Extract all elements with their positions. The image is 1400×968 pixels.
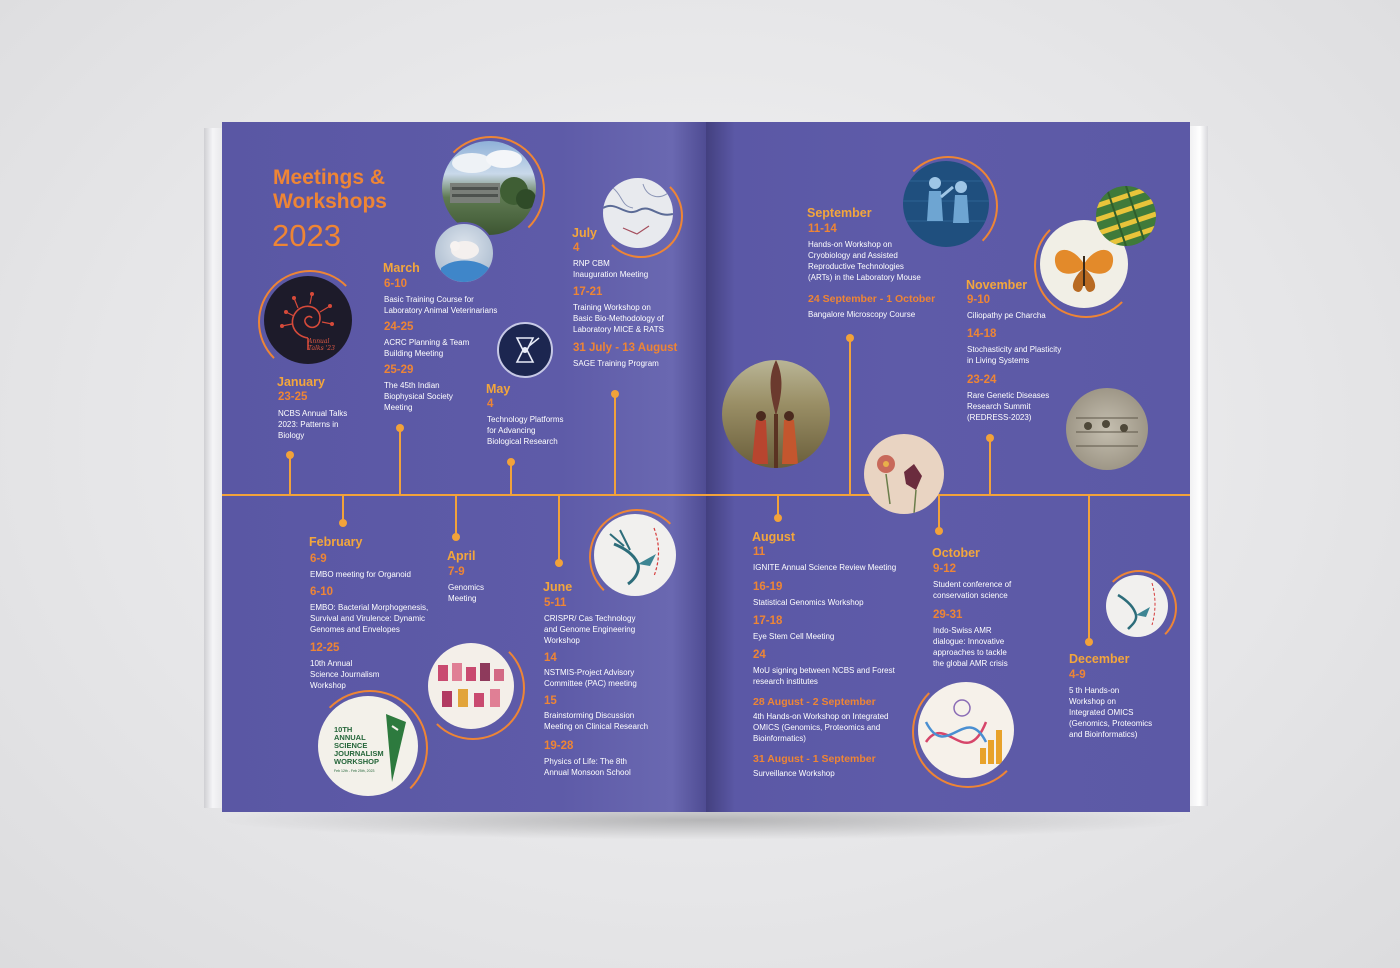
month-october: October	[932, 546, 980, 560]
april-event	[448, 582, 484, 604]
march-event-line: Biophysical Society	[384, 392, 453, 401]
january-event-line: 2023: Patterns in	[278, 420, 339, 429]
september-event-1	[808, 239, 921, 283]
march-event-line: Basic Training Course for	[384, 295, 474, 304]
august-event-line: Statistical Genomics Workshop	[753, 598, 864, 607]
journalism-line1: 10TH	[334, 725, 353, 734]
june-event-2	[544, 667, 637, 689]
stem-november	[989, 438, 991, 495]
april-event-line: Genomics	[448, 583, 485, 592]
crowd-illustration-image	[428, 643, 514, 729]
february-event-3	[310, 658, 379, 691]
june-event-3	[544, 710, 648, 732]
journalism-line5: WORKSHOP	[334, 757, 379, 766]
may-event-line: Biological Research	[487, 437, 558, 446]
historic-sketch-image	[1066, 388, 1148, 470]
month-july: July	[572, 226, 598, 240]
november-event-3	[967, 390, 1049, 423]
stem-october	[938, 495, 940, 530]
dna-illustration-image	[918, 682, 1014, 778]
october-event-line: Student conference of	[933, 580, 1012, 589]
june-event-1	[544, 613, 635, 646]
march-date-3: 25-29	[384, 364, 414, 376]
december-event-line: Integrated OMICS	[1069, 708, 1134, 717]
august-event-line: IGNITE Annual Science Review Meeting	[753, 563, 897, 572]
month-june: June	[543, 580, 573, 594]
february-event-line: Genomes and Envelopes	[310, 625, 400, 634]
february-event-1	[310, 569, 411, 580]
september-event-line: Cryobiology and Assisted	[808, 251, 898, 260]
april-event-line: Meeting	[448, 594, 477, 603]
june-event-line: Committee (PAC) meeting	[544, 679, 637, 688]
month-november: November	[966, 278, 1028, 292]
november-event-line: Stochasticity and Plasticity	[967, 345, 1062, 354]
painting-image	[722, 360, 830, 468]
march-event-line: ACRC Planning & Team	[384, 338, 470, 347]
december-event-line: Workshop on	[1069, 697, 1116, 706]
march-event-1	[384, 294, 497, 316]
month-april: April	[447, 549, 476, 563]
journalism-line3: SCIENCE	[334, 741, 368, 750]
stem-may	[510, 463, 512, 495]
june-event-line: NSTMIS-Project Advisory	[544, 668, 635, 677]
journalism-line4: JOURNALISM	[334, 749, 384, 758]
july-date-3: 31 July - 13 August	[573, 342, 678, 354]
november-event-line: Rare Genetic Diseases	[967, 391, 1050, 400]
october-date-2: 29-31	[933, 609, 963, 621]
cells-pattern-image	[1096, 186, 1156, 246]
july-date-2: 17-21	[573, 286, 603, 298]
february-date-1: 6-9	[310, 553, 327, 565]
may-event-line: Technology Platforms	[487, 415, 564, 424]
month-december: December	[1069, 652, 1130, 666]
november-event-line: (REDRESS-2023)	[967, 413, 1032, 422]
october-event-2	[933, 625, 1008, 669]
february-event-line: Survival and Virulence: Dynamic	[310, 614, 426, 623]
july-event-line: Laboratory MICE & RATS	[573, 325, 664, 334]
august-event-line: 4th Hands-on Workshop on Integrated	[753, 712, 889, 721]
december-event-line: and Bioinformatics)	[1069, 730, 1138, 739]
june-date-1: 5-11	[544, 597, 567, 609]
march-event-3	[384, 380, 453, 413]
july-event-2	[573, 302, 664, 335]
may-event-line: for Advancing	[487, 426, 536, 435]
august-date-1: 11	[753, 546, 766, 558]
stem-june	[558, 495, 560, 563]
september-event-line: Reproductive Technologies	[808, 262, 904, 271]
dot-april	[452, 533, 460, 541]
august-event-6	[753, 768, 835, 779]
september-event-line: (ARTs) in the Laboratory Mouse	[808, 273, 921, 282]
august-event-line: MoU signing between NCBS and Forest	[753, 666, 895, 675]
october-event-line: dialogue: Innovative	[933, 637, 1005, 646]
mouse-photo-image	[433, 222, 495, 284]
february-date-3: 12-25	[310, 642, 340, 654]
dot-july	[611, 390, 619, 398]
title-year: 2023	[272, 218, 341, 253]
timeline-axis-left	[222, 494, 706, 496]
month-march: March	[383, 261, 420, 275]
february-event-line: Workshop	[310, 681, 346, 690]
dot-may	[507, 458, 515, 466]
december-event	[1069, 685, 1152, 740]
june-event-4	[544, 756, 631, 778]
august-date-6: 31 August - 1 September	[753, 753, 876, 765]
august-event-2	[753, 597, 864, 608]
august-event-line: OMICS (Genomics, Proteomics and	[753, 723, 881, 732]
may-event	[487, 414, 563, 447]
september-date-2: 24 September - 1 October	[808, 293, 936, 305]
august-event-line: Bioinformatics)	[753, 734, 806, 743]
november-date-1: 9-10	[967, 294, 991, 306]
august-event-4	[753, 665, 895, 687]
september-date-1: 11-14	[808, 223, 837, 235]
november-date-2: 14-18	[967, 328, 997, 340]
july-event-line: Inauguration Meeting	[573, 270, 649, 279]
july-event-3	[573, 358, 659, 369]
june-event-line: Physics of Life: The 8th	[544, 757, 628, 766]
month-may: May	[486, 382, 511, 396]
stem-december	[1088, 495, 1090, 642]
october-event-line: the global AMR crisis	[933, 659, 1008, 668]
december-event-line: (Genomics, Proteomics	[1069, 719, 1153, 728]
september-event-line: Hands-on Workshop on	[808, 240, 892, 249]
journalism-dates: Feb 12th - Feb 25th, 2023	[334, 769, 375, 773]
annual-talks-badge-image	[264, 276, 352, 364]
june-date-2: 14	[544, 652, 557, 664]
january-event-line: Biology	[278, 431, 305, 440]
december-event-line: 5 th Hands-on	[1069, 686, 1120, 695]
february-event-line: EMBO meeting for Organoid	[310, 570, 411, 579]
dot-december	[1085, 638, 1093, 646]
november-event-line: Ciliopathy pe Charcha	[967, 311, 1046, 320]
may-date: 4	[487, 398, 494, 410]
annual-talks-badge-line1: Annual	[308, 338, 330, 345]
july-event-line: SAGE Training Program	[573, 359, 659, 368]
december-date: 4-9	[1069, 669, 1086, 681]
september-event-line: Bangalore Microscopy Course	[808, 310, 916, 319]
title-line-1: Meetings &	[273, 166, 386, 189]
stem-march	[399, 428, 401, 495]
november-event-2	[967, 344, 1061, 366]
november-event-line: Research Summit	[967, 402, 1031, 411]
dot-march	[396, 424, 404, 432]
september-event-2	[808, 309, 915, 320]
october-event-line: Indo-Swiss AMR	[933, 626, 992, 635]
august-date-3: 17-18	[753, 615, 783, 627]
november-date-3: 23-24	[967, 374, 997, 386]
march-event-2	[384, 337, 469, 359]
june-event-line: Workshop	[544, 636, 580, 645]
january-event	[278, 408, 347, 441]
august-event-1	[753, 562, 896, 573]
dot-february	[339, 519, 347, 527]
month-september: September	[807, 206, 872, 220]
title-line-2: Workshops	[273, 190, 387, 213]
october-event-line: approaches to tackle	[933, 648, 1007, 657]
journalism-workshop-badge	[318, 696, 418, 796]
july-event-1	[573, 258, 648, 280]
march-event-line: Laboratory Animal Veterinarians	[384, 306, 498, 315]
august-date-5: 28 August - 2 September	[753, 696, 876, 708]
march-date-1: 6-10	[384, 278, 408, 290]
month-february: February	[309, 535, 363, 549]
dot-october	[935, 527, 943, 535]
stem-september	[849, 338, 851, 495]
microscope-badge-image	[497, 322, 553, 378]
stem-january	[289, 455, 291, 495]
stem-april	[455, 495, 457, 537]
june-date-3: 15	[544, 695, 557, 707]
august-event-5	[753, 711, 889, 744]
dot-september	[846, 334, 854, 342]
dot-january	[286, 451, 294, 459]
july-event-line: Training Workshop on	[573, 303, 651, 312]
june-event-line: Brainstorming Discussion	[544, 711, 635, 720]
july-event-line: Basic Bio-Methodology of	[573, 314, 664, 323]
stem-july	[614, 394, 616, 495]
journalism-line2: ANNUAL	[334, 733, 366, 742]
june-event-line: Meeting on Clinical Research	[544, 722, 649, 731]
august-event-3	[753, 631, 834, 642]
dot-november	[986, 434, 994, 442]
march-event-line: Building Meeting	[384, 349, 444, 358]
october-event-line: conservation science	[933, 591, 1008, 600]
february-date-2: 6-10	[310, 586, 334, 598]
flowers-illustration-image	[864, 434, 944, 514]
march-event-line: Meeting	[384, 403, 413, 412]
june-event-line: and Genome Engineering	[544, 625, 636, 634]
november-event-line: in Living Systems	[967, 356, 1030, 365]
page-stack-right	[1188, 126, 1208, 806]
november-event-1	[967, 310, 1046, 321]
august-date-2: 16-19	[753, 581, 783, 593]
august-event-line: research institutes	[753, 677, 818, 686]
month-august: August	[752, 530, 796, 544]
july-event-line: RNP CBM	[573, 259, 610, 268]
august-event-line: Eye Stem Cell Meeting	[753, 632, 835, 641]
annual-talks-badge-line2: Talks '23	[308, 345, 335, 352]
june-event-line: CRISPR/ Cas Technology	[544, 614, 636, 623]
dot-august	[774, 514, 782, 522]
march-event-line: The 45th Indian	[384, 381, 440, 390]
june-date-4: 19-28	[544, 740, 574, 752]
scientists-illustration-image	[903, 161, 989, 247]
river-map-image	[603, 178, 673, 248]
january-date: 23-25	[278, 391, 308, 403]
january-event-line: NCBS Annual Talks	[278, 409, 348, 418]
february-event-2	[310, 602, 428, 635]
june-event-line: Annual Monsoon School	[544, 768, 631, 777]
bird-sketch-2-image	[1106, 575, 1168, 637]
dot-june	[555, 559, 563, 567]
october-event-1	[933, 579, 1011, 601]
february-event-line: EMBO: Bacterial Morphogenesis,	[310, 603, 429, 612]
february-event-line: Science Journalism	[310, 670, 380, 679]
campus-photo-image	[442, 141, 536, 235]
month-january: January	[277, 375, 325, 389]
july-date-1: 4	[573, 242, 580, 254]
october-date-1: 9-12	[933, 563, 957, 575]
august-date-4: 24	[753, 649, 766, 661]
august-event-line: Surveillance Workshop	[753, 769, 835, 778]
april-date: 7-9	[448, 566, 465, 578]
march-date-2: 24-25	[384, 321, 414, 333]
bird-sketch-image	[594, 514, 676, 596]
february-event-line: 10th Annual	[310, 659, 353, 668]
